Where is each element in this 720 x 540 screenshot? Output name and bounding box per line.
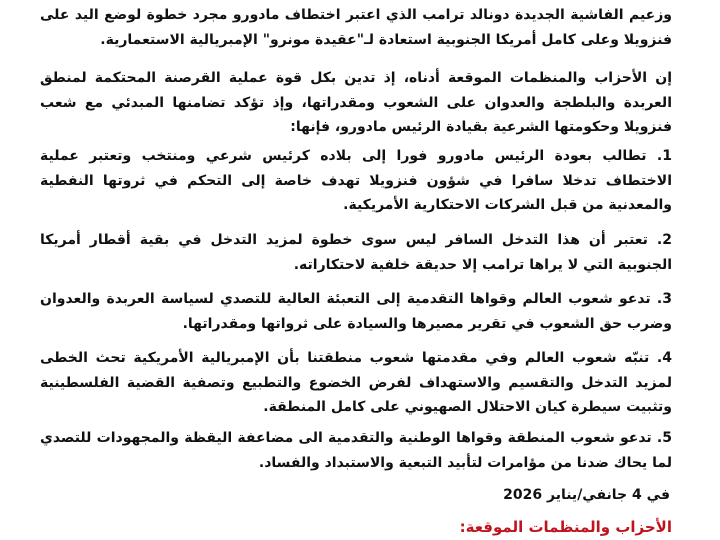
- demand-item-4: 4. تنبّه شعوب العالم وفي مقدمتها شعوب منطقتنا بأن الإمبريالية الأمريكية تحث الخطى لمزيد التدخل والتقسيم والاستهداف لفرض الخضوع والتطبيع وتصفية القضية الفلسطينية وتثبيت سيطرة كيان الاحتلال الصهيوني على كامل المنطقة.: [40, 350, 672, 415]
- signatories-heading: الأحزاب والمنظمات الموقعة:: [459, 518, 672, 536]
- demand-item-5: 5. تدعو شعوب المنطقة وقواها الوطنية والتقدمية الى مضاعفة اليقظة والمجهودات للتصدي لما يحاك ضدنا من مؤامرات لتأبيد التبعية والاستبداد والفساد.: [40, 430, 672, 471]
- demand-item-3: 3. تدعو شعوب العالم وقواها التقدمية إلى التعبئة العالية للتصدي لسياسة العربدة والعدوان وضرب حق الشعوب في تقرير مصيرها والسيادة على ثرواتها ومقدراتها.: [40, 291, 672, 332]
- demand-item-1: 1. تطالب بعودة الرئيس مادورو فورا إلى بلاده كرئيس شرعي ومنتخب وتعتبر عملية الاختطاف تدخلا سافرا في شؤون فنزويلا تهدف خاصة إلى التحكم في ثروتها النفطية والمعدنية من قبل الشركات الاحتكارية الأمريكية.: [40, 148, 672, 213]
- intro-paragraph: وزعيم الفاشية الجديدة دونالد ترامب الذي اعتبر اختطاف مادورو مجرد خطوة لوضع اليد على فنزويلا وعلى كامل أمريكا الجنوبية استعادة لـ"عقيدة مونرو" الإمبريالية الاستعمارية.: [40, 7, 672, 48]
- demand-item-2: 2. تعتبر أن هذا التدخل السافر ليس سوى خطوة لمزيد التدخل في بقية أقطار أمريكا الجنوبية التي لا يراها ترامب إلا حديقة خلفية لاحتكاراته.: [40, 232, 672, 273]
- preamble-paragraph: إن الأحزاب والمنظمات الموقعة أدناه، إذ تدين بكل قوة عملية القرصنة المحتكمة لمنطق العربدة والبلطجة والعدوان على الشعوب ومقدراتها، وإذ تؤكد تضامنها المبدئي مع شعب فنزويلا وحكومتها الشرعية بقيادة الرئيس مادورو، فإنها:: [40, 70, 672, 135]
- document-date: في 4 جانفي/يناير 2026: [503, 487, 670, 503]
